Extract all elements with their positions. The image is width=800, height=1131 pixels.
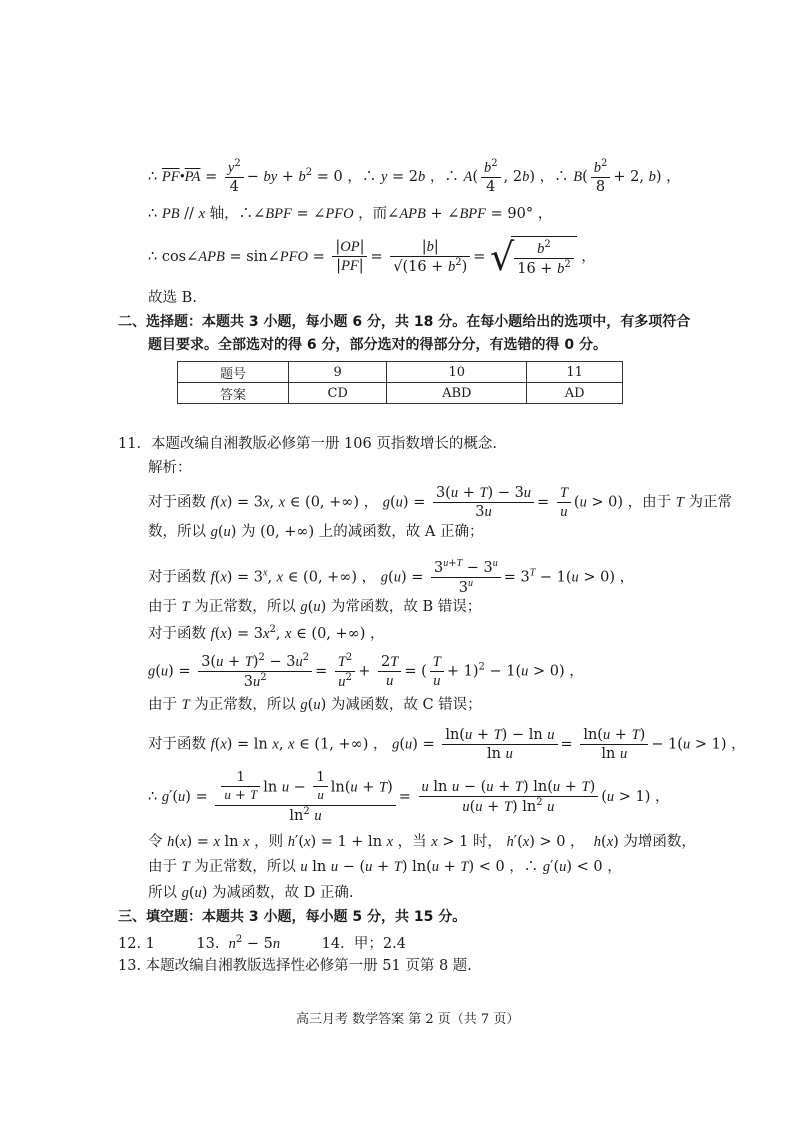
table-header-row bbox=[178, 362, 623, 383]
section-2-heading: 二、选择题：本题共 3 小题，每小题 6 分，共 18 分。在每小题给出的选项中，有多项符合 bbox=[118, 314, 691, 330]
table-cell: 10 bbox=[387, 362, 527, 383]
option-d-line-2: ∴ g′(u) = $\frac{1}{u + T}$ ln u − $\frac{1}{u}$ ln(u + T) $\ln^2 u$ = $\frac{\text{u ln u − (u + T) ln(u + T)}}{u(u + T) \ln^2 u}$ (u > 1) ， bbox=[148, 770, 670, 824]
line-2: ∴ PB // x 轴，∴∠BPF = ∠PFO ，而∠APB + ∠BPF = 90° ， bbox=[148, 206, 553, 222]
section-3-heading: 三、填空题：本题共 3 小题，每小题 5 分，共 15 分。 bbox=[118, 909, 467, 925]
table-cell: 9 bbox=[289, 362, 387, 383]
option-d-line-1: 对于函数 f(x) = ln x, x ∈ (1, +∞) ， g(u) = $\frac{\text{ln(u + T) − ln u}}{\text{ln u}}$ = $\frac{\ln(u + T)}{\text{ln u}}$ − 1(u > 1) ， bbox=[148, 727, 746, 763]
table-cell: ABD bbox=[387, 383, 527, 404]
option-d-line-3: 令 h(x) = x ln x ，则 h′(x) = 1 + ln x ，当 x > 1 时， h′(x) > 0 ， h(x) 为增函数， bbox=[148, 834, 696, 850]
option-c-line-3: 由于 T 为正常数，所以 g(u) 为减函数，故 C 错误； bbox=[148, 697, 482, 713]
table-row bbox=[178, 383, 623, 404]
table-cell: 题号 bbox=[178, 362, 289, 383]
option-d-line-4: 由于 T 为正常数，所以 u ln u − (u + T) ln(u + T) < 0 ，∴ g′(u) < 0 ， bbox=[148, 859, 622, 875]
analysis-label: 解析： bbox=[148, 460, 192, 476]
line-1: ∴ $\overline{PF}•\overline{PA}$ = $\frac{y^2}{4}$ − by + $b^2 = 0$ ，∴ y = 2b ，∴ A( $\frac{b^2}{4}$ , 2b) ，∴ B( $\frac{b^2}{8}$ + 2, b) ， bbox=[148, 158, 681, 195]
option-a-line-2: 数，所以 g(u) 为 (0, +∞) 上的减函数，故 A 正确； bbox=[148, 524, 484, 540]
table-cell: AD bbox=[527, 383, 623, 404]
page-footer: 高三月考 数学答案 第 2 页（共 7 页） bbox=[296, 1012, 520, 1027]
table-cell: CD bbox=[289, 383, 387, 404]
choose-b: 故选 B. bbox=[148, 290, 197, 306]
option-a-line-1: 对于函数 f(x) = 3x, x ∈ (0, +∞) ， g(u) = $\frac{3(u + T) - 3u}{3u}$ = $\frac{T}{u}$ (u > 0) ，由于 T 为正常 bbox=[148, 485, 732, 521]
option-c-line-1: 对于函数 $f(x) = 3x^2$, x ∈ (0, +∞) ， bbox=[148, 624, 385, 642]
section-2-heading-cont: 题目要求。全部选对的得 6 分，部分选对的得部分分，有选错的得 0 分。 bbox=[148, 337, 607, 353]
option-c-line-2: g(u) = $\frac{3(u + T)^2 - 3u^2}{3u^2}$ = $\frac{T^2}{u^2}$ + $\frac{2T}{u}$ = ( $\frac{T}{u}$ + 1)$^2$ − 1(u > 0) ， bbox=[148, 652, 584, 690]
question-13-title: 13. 本题改编自湘教版选择性必修第一册 51 页第 8 题. bbox=[118, 958, 472, 974]
table-cell: 答案 bbox=[178, 383, 289, 404]
option-d-line-5: 所以 g(u) 为减函数，故 D 正确. bbox=[148, 885, 354, 901]
answer-table bbox=[177, 361, 623, 404]
table-cell: 11 bbox=[527, 362, 623, 383]
question-11-title: 11．本题改编自湘教版必修第一册 106 页指数增长的概念. bbox=[118, 436, 497, 452]
answers-12-14: 12. 1 13. $n^2 - 5n$ 14. 甲；2.4 bbox=[118, 934, 406, 952]
option-b-line-2: 由于 T 为正常数，所以 g(u) 为常函数，故 B 错误； bbox=[148, 599, 482, 615]
line-3: ∴ cos∠APB = sin∠PFO = $\frac{|OP|}{|PF|}$ = $\frac{|b|}{√(16 + b^2)}$ = √ $\frac{b^2}{16 + b^2}$ ， bbox=[148, 234, 596, 279]
option-b-line-1: 对于函数 $f(x) = 3^x$, x ∈ (0, +∞) ， g(u) = $\frac{3^{u+T} - 3^u}{3^u}$ = $3^T - 1(u > 0)$ ， bbox=[148, 558, 635, 596]
